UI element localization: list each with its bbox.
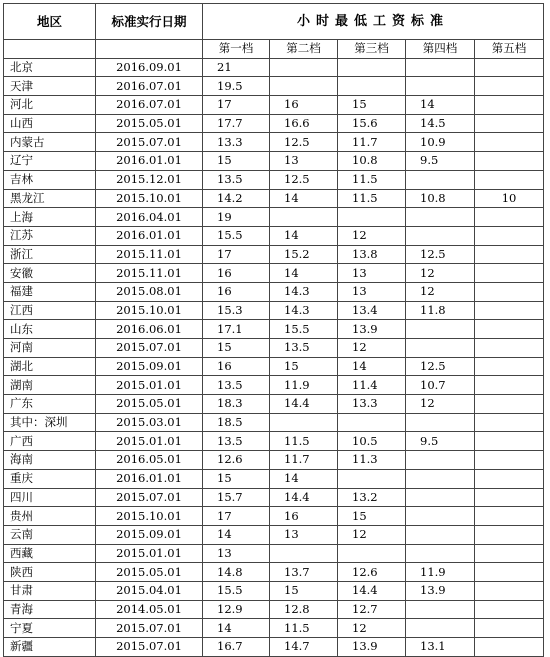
table-row — [4, 114, 544, 133]
tier-5-value — [475, 376, 544, 395]
tier-5-value — [475, 432, 544, 451]
tier-5-value — [475, 245, 544, 264]
tier-1-value: 15 — [203, 469, 270, 488]
date-cell: 2015.03.01 — [96, 413, 203, 432]
tier-3-value: 13.9 — [338, 638, 406, 657]
tier-1-value: 16.7 — [203, 638, 270, 657]
tier-1-value: 15 — [203, 152, 270, 171]
region-cell: 山东 — [4, 320, 96, 339]
tier-2-value: 13 — [270, 152, 338, 171]
tier-1-value: 14.2 — [203, 189, 270, 208]
region-cell: 广东 — [4, 395, 96, 414]
date-cell: 2015.05.01 — [96, 395, 203, 414]
tier-2-value: 11.9 — [270, 376, 338, 395]
tier-5-value — [475, 469, 544, 488]
date-cell: 2016.01.01 — [96, 152, 203, 171]
region-cell: 新疆 — [4, 638, 96, 657]
tier-1-value: 17 — [203, 507, 270, 526]
tier-3-value: 12.6 — [338, 563, 406, 582]
tier-2-value: 12.8 — [270, 600, 338, 619]
date-cell: 2015.05.01 — [96, 114, 203, 133]
table-row — [4, 264, 544, 283]
tier-3-value: 11.4 — [338, 376, 406, 395]
region-cell: 陕西 — [4, 563, 96, 582]
tier-5-value — [475, 357, 544, 376]
tier-2-value: 12.5 — [270, 170, 338, 189]
table-row — [4, 451, 544, 470]
date-cell: 2015.10.01 — [96, 507, 203, 526]
date-cell: 2016.06.01 — [96, 320, 203, 339]
table-row — [4, 638, 544, 657]
tier-2-value — [270, 77, 338, 96]
region-cell: 山西 — [4, 114, 96, 133]
tier-2-value: 16 — [270, 96, 338, 115]
tier-1-value: 16 — [203, 282, 270, 301]
date-cell: 2015.05.01 — [96, 563, 203, 582]
date-cell: 2015.11.01 — [96, 264, 203, 283]
tier-1-value: 17.7 — [203, 114, 270, 133]
tier-5-value — [475, 339, 544, 358]
tier-5-value — [475, 77, 544, 96]
tier-5-value — [475, 544, 544, 563]
date-cell: 2015.12.01 — [96, 170, 203, 189]
min-wage-table — [3, 3, 544, 657]
tier-3-value — [338, 544, 406, 563]
tier-3-value: 13 — [338, 264, 406, 283]
region-cell: 江苏 — [4, 226, 96, 245]
tier-3-value: 11.3 — [338, 451, 406, 470]
tier-3-header: 第三档 — [338, 40, 406, 59]
region-cell: 广西 — [4, 432, 96, 451]
tier-2-value: 14.3 — [270, 301, 338, 320]
region-cell: 吉林 — [4, 170, 96, 189]
tier-5-value — [475, 170, 544, 189]
tier-1-value: 18.3 — [203, 395, 270, 414]
tier-1-value: 13.5 — [203, 170, 270, 189]
tier-1-value: 17.1 — [203, 320, 270, 339]
table-row — [4, 152, 544, 171]
region-cell: 黑龙江 — [4, 189, 96, 208]
date-cell: 2016.01.01 — [96, 469, 203, 488]
date-cell: 2016.07.01 — [96, 96, 203, 115]
tier-3-value: 13.4 — [338, 301, 406, 320]
tier-4-value: 12.5 — [406, 357, 475, 376]
tier-2-value: 11.5 — [270, 619, 338, 638]
tier-4-value — [406, 208, 475, 227]
tier-3-value — [338, 208, 406, 227]
tier-5-value — [475, 208, 544, 227]
region-cell: 西藏 — [4, 544, 96, 563]
tier-4-value: 13.1 — [406, 638, 475, 657]
tier-3-value: 15 — [338, 96, 406, 115]
tier-5-value — [475, 525, 544, 544]
tier-2-value: 14.4 — [270, 395, 338, 414]
tier-1-value: 17 — [203, 96, 270, 115]
tier-1-value: 12.9 — [203, 600, 270, 619]
table-row — [4, 245, 544, 264]
tier-5-header: 第五档 — [475, 40, 544, 59]
tier-1-value: 13 — [203, 544, 270, 563]
date-cell: 2015.07.01 — [96, 339, 203, 358]
date-cell: 2015.10.01 — [96, 189, 203, 208]
table-row — [4, 469, 544, 488]
tier-3-value: 11.5 — [338, 170, 406, 189]
tier-5-value — [475, 413, 544, 432]
table-row — [4, 376, 544, 395]
tier-1-value: 16 — [203, 264, 270, 283]
tier-4-header: 第四档 — [406, 40, 475, 59]
table-row — [4, 58, 544, 77]
tier-4-value — [406, 320, 475, 339]
region-cell: 甘肃 — [4, 581, 96, 600]
tier-3-value: 15 — [338, 507, 406, 526]
tier-2-header: 第二档 — [270, 40, 338, 59]
tier-2-value: 12.5 — [270, 133, 338, 152]
tier-2-value: 14.4 — [270, 488, 338, 507]
table-title: 小时最低工资标准 — [203, 4, 544, 40]
tier-4-value — [406, 413, 475, 432]
table-row — [4, 544, 544, 563]
date-cell: 2016.07.01 — [96, 77, 203, 96]
tier-3-value: 13.2 — [338, 488, 406, 507]
date-cell: 2015.07.01 — [96, 488, 203, 507]
tier-4-value — [406, 58, 475, 77]
table-row — [4, 320, 544, 339]
tier-3-value: 12.7 — [338, 600, 406, 619]
table-row — [4, 432, 544, 451]
region-cell: 宁夏 — [4, 619, 96, 638]
tier-3-value: 13.9 — [338, 320, 406, 339]
date-cell: 2015.01.01 — [96, 376, 203, 395]
table-row — [4, 563, 544, 582]
tier-3-value: 12 — [338, 619, 406, 638]
table-row — [4, 619, 544, 638]
tier-3-value: 13.8 — [338, 245, 406, 264]
table-row — [4, 133, 544, 152]
tier-1-value: 16 — [203, 357, 270, 376]
tier-3-value — [338, 58, 406, 77]
table-row — [4, 77, 544, 96]
tier-5-value — [475, 96, 544, 115]
tier-4-value: 12 — [406, 264, 475, 283]
table-body — [4, 58, 544, 656]
tier-4-value: 12 — [406, 395, 475, 414]
tier-2-value: 16.6 — [270, 114, 338, 133]
date-cell: 2015.11.01 — [96, 245, 203, 264]
tier-4-value — [406, 469, 475, 488]
region-cell: 浙江 — [4, 245, 96, 264]
tier-2-value: 14 — [270, 469, 338, 488]
date-cell: 2015.01.01 — [96, 544, 203, 563]
region-cell: 福建 — [4, 282, 96, 301]
date-cell: 2016.01.01 — [96, 226, 203, 245]
tier-1-value: 14.8 — [203, 563, 270, 582]
table-row — [4, 208, 544, 227]
tier-3-value: 11.5 — [338, 189, 406, 208]
table-row — [4, 339, 544, 358]
tier-5-value — [475, 395, 544, 414]
table-row — [4, 282, 544, 301]
tier-1-value: 13.3 — [203, 133, 270, 152]
tier-4-value — [406, 507, 475, 526]
region-header-spacer — [4, 40, 96, 59]
table-row — [4, 170, 544, 189]
region-cell: 内蒙古 — [4, 133, 96, 152]
region-cell: 海南 — [4, 451, 96, 470]
tier-3-value: 14.4 — [338, 581, 406, 600]
region-cell: 河北 — [4, 96, 96, 115]
tier-4-value: 12.5 — [406, 245, 475, 264]
date-cell: 2016.05.01 — [96, 451, 203, 470]
tier-2-value: 15.2 — [270, 245, 338, 264]
tier-5-value — [475, 451, 544, 470]
tier-5-value — [475, 282, 544, 301]
tier-1-value: 14 — [203, 525, 270, 544]
tier-4-value — [406, 544, 475, 563]
tier-4-value — [406, 619, 475, 638]
tier-2-value: 13.5 — [270, 339, 338, 358]
tier-1-value: 15.3 — [203, 301, 270, 320]
tier-4-value — [406, 525, 475, 544]
tier-2-value — [270, 544, 338, 563]
region-cell: 河南 — [4, 339, 96, 358]
region-cell: 辽宁 — [4, 152, 96, 171]
tier-3-value: 12 — [338, 525, 406, 544]
tier-5-value — [475, 488, 544, 507]
region-cell: 四川 — [4, 488, 96, 507]
region-cell: 北京 — [4, 58, 96, 77]
tier-1-value: 14 — [203, 619, 270, 638]
tier-4-value — [406, 170, 475, 189]
tier-5-value — [475, 563, 544, 582]
tier-2-value — [270, 208, 338, 227]
tier-4-value: 14 — [406, 96, 475, 115]
tier-5-value — [475, 264, 544, 283]
tier-1-value: 15.5 — [203, 226, 270, 245]
table-row — [4, 507, 544, 526]
region-cell: 其中：深圳 — [4, 413, 96, 432]
table-row — [4, 581, 544, 600]
tier-3-value: 12 — [338, 226, 406, 245]
tier-2-value: 16 — [270, 507, 338, 526]
date-cell: 2015.09.01 — [96, 357, 203, 376]
table-row — [4, 357, 544, 376]
date-cell: 2015.07.01 — [96, 133, 203, 152]
region-cell: 江西 — [4, 301, 96, 320]
tier-2-value: 13 — [270, 525, 338, 544]
tier-4-value: 11.8 — [406, 301, 475, 320]
tier-5-value — [475, 58, 544, 77]
tier-1-value: 18.5 — [203, 413, 270, 432]
region-cell: 上海 — [4, 208, 96, 227]
tier-2-value: 14 — [270, 189, 338, 208]
tier-2-value: 14.3 — [270, 282, 338, 301]
tier-1-value: 21 — [203, 58, 270, 77]
tier-5-value — [475, 507, 544, 526]
tier-3-value: 15.6 — [338, 114, 406, 133]
tier-2-value: 13.7 — [270, 563, 338, 582]
tier-4-value: 10.9 — [406, 133, 475, 152]
tier-1-value: 12.6 — [203, 451, 270, 470]
tier-2-value: 15.5 — [270, 320, 338, 339]
tier-3-value: 12 — [338, 339, 406, 358]
date-cell: 2015.07.01 — [96, 638, 203, 657]
date-cell: 2014.05.01 — [96, 600, 203, 619]
tier-3-value: 10.8 — [338, 152, 406, 171]
region-cell: 青海 — [4, 600, 96, 619]
date-header: 标准实行日期 — [96, 4, 203, 40]
tier-3-value: 14 — [338, 357, 406, 376]
region-cell: 云南 — [4, 525, 96, 544]
tier-4-value: 9.5 — [406, 432, 475, 451]
tier-3-value — [338, 77, 406, 96]
tier-3-value: 11.7 — [338, 133, 406, 152]
tier-2-value: 14 — [270, 226, 338, 245]
date-header-spacer — [96, 40, 203, 59]
tier-4-value — [406, 339, 475, 358]
tier-5-value — [475, 619, 544, 638]
tier-3-value: 13.3 — [338, 395, 406, 414]
tier-1-value: 17 — [203, 245, 270, 264]
tier-5-value — [475, 226, 544, 245]
date-cell: 2015.04.01 — [96, 581, 203, 600]
tier-3-value — [338, 469, 406, 488]
region-header: 地区 — [4, 4, 96, 40]
tier-4-value: 13.9 — [406, 581, 475, 600]
date-cell: 2015.10.01 — [96, 301, 203, 320]
tier-4-value: 9.5 — [406, 152, 475, 171]
table-row — [4, 301, 544, 320]
tier-4-value — [406, 451, 475, 470]
region-cell: 湖南 — [4, 376, 96, 395]
tier-4-value — [406, 600, 475, 619]
tier-2-value: 11.7 — [270, 451, 338, 470]
tier-2-value — [270, 413, 338, 432]
date-cell: 2015.08.01 — [96, 282, 203, 301]
tier-2-value: 15 — [270, 357, 338, 376]
tier-2-value — [270, 58, 338, 77]
tier-1-value: 13.5 — [203, 376, 270, 395]
tier-4-value: 14.5 — [406, 114, 475, 133]
tier-1-value: 13.5 — [203, 432, 270, 451]
tier-1-value: 15.7 — [203, 488, 270, 507]
tier-1-value: 19 — [203, 208, 270, 227]
tier-1-value: 15.5 — [203, 581, 270, 600]
tier-5-value — [475, 320, 544, 339]
tier-4-value: 10.7 — [406, 376, 475, 395]
date-cell: 2016.09.01 — [96, 58, 203, 77]
tier-5-value: 10 — [475, 189, 544, 208]
tier-3-value: 10.5 — [338, 432, 406, 451]
region-cell: 安徽 — [4, 264, 96, 283]
table-row — [4, 488, 544, 507]
tier-3-value: 13 — [338, 282, 406, 301]
region-cell: 重庆 — [4, 469, 96, 488]
tier-3-value — [338, 413, 406, 432]
tier-4-value — [406, 226, 475, 245]
tier-5-value — [475, 152, 544, 171]
tier-2-value: 11.5 — [270, 432, 338, 451]
table-row — [4, 96, 544, 115]
date-cell: 2015.09.01 — [96, 525, 203, 544]
table-row — [4, 525, 544, 544]
table-row — [4, 189, 544, 208]
date-cell: 2016.04.01 — [96, 208, 203, 227]
tier-2-value: 14.7 — [270, 638, 338, 657]
table-row — [4, 395, 544, 414]
date-cell: 2015.07.01 — [96, 619, 203, 638]
date-cell: 2015.01.01 — [96, 432, 203, 451]
table-row — [4, 413, 544, 432]
tier-2-value: 14 — [270, 264, 338, 283]
tier-4-value — [406, 488, 475, 507]
tier-4-value: 11.9 — [406, 563, 475, 582]
tier-4-value: 10.8 — [406, 189, 475, 208]
tier-5-value — [475, 133, 544, 152]
region-cell: 天津 — [4, 77, 96, 96]
tier-1-value: 15 — [203, 339, 270, 358]
tier-1-value: 19.5 — [203, 77, 270, 96]
tier-5-value — [475, 581, 544, 600]
tier-5-value — [475, 638, 544, 657]
tier-1-header: 第一档 — [203, 40, 270, 59]
tier-4-value — [406, 77, 475, 96]
tier-5-value — [475, 600, 544, 619]
tier-5-value — [475, 114, 544, 133]
tier-4-value: 12 — [406, 282, 475, 301]
region-cell: 贵州 — [4, 507, 96, 526]
tier-2-value: 15 — [270, 581, 338, 600]
tier-5-value — [475, 301, 544, 320]
table-row — [4, 600, 544, 619]
region-cell: 湖北 — [4, 357, 96, 376]
table-row — [4, 226, 544, 245]
